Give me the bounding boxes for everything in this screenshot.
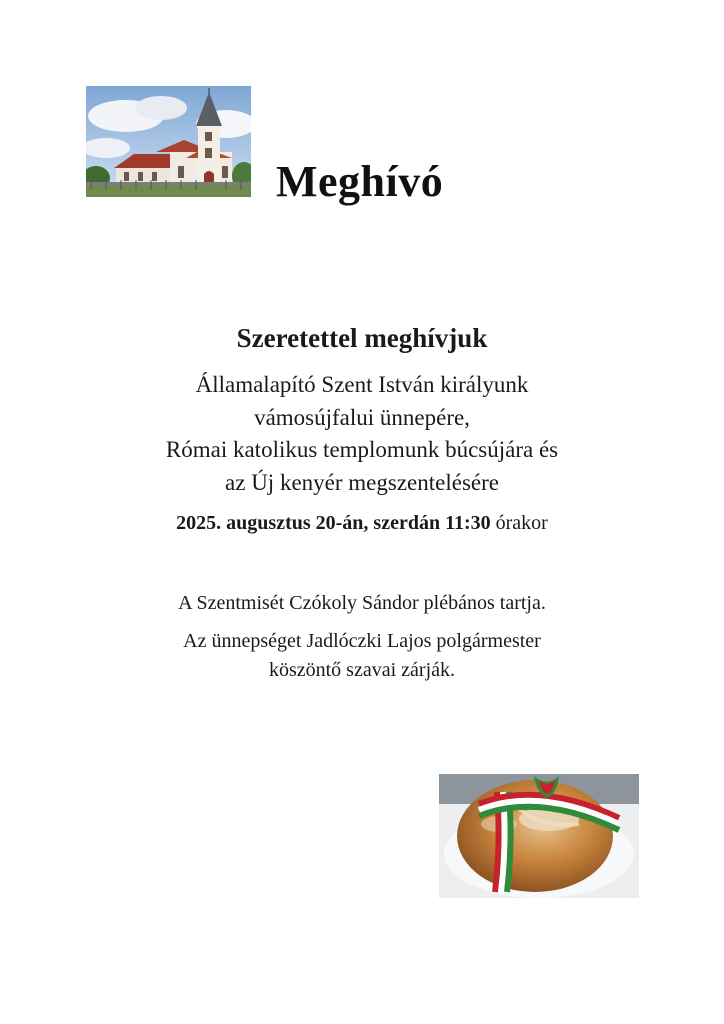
closing-text	[0, 627, 724, 685]
page-title: Meghívó	[276, 157, 444, 206]
occasion-line: az Új kenyér megszentelésére	[225, 469, 499, 495]
occasion-line: vámosújfalui ünnepére,	[254, 404, 470, 430]
closing-line: Az ünnepséget Jadlóczki Lajos polgármester	[183, 630, 541, 652]
closing-line: köszöntő szavai zárják.	[268, 659, 456, 681]
occasion-text	[0, 369, 724, 499]
event-time-suffix: órakor	[495, 512, 548, 534]
bread-photo	[439, 774, 639, 898]
event-datetime	[0, 508, 724, 538]
invitation-heading: Szeretettel meghívjuk	[236, 323, 488, 353]
mass-text: A Szentmisét Czókoly Sándor plébános tartja.	[178, 592, 546, 614]
event-date-time: 2025. augusztus 20-án, szerdán 11:30	[176, 512, 491, 534]
church-photo	[86, 86, 251, 197]
occasion-line: Római katolikus templomunk búcsújára és	[165, 437, 559, 462]
occasion-line: Államalapító Szent István királyunk	[195, 372, 529, 397]
